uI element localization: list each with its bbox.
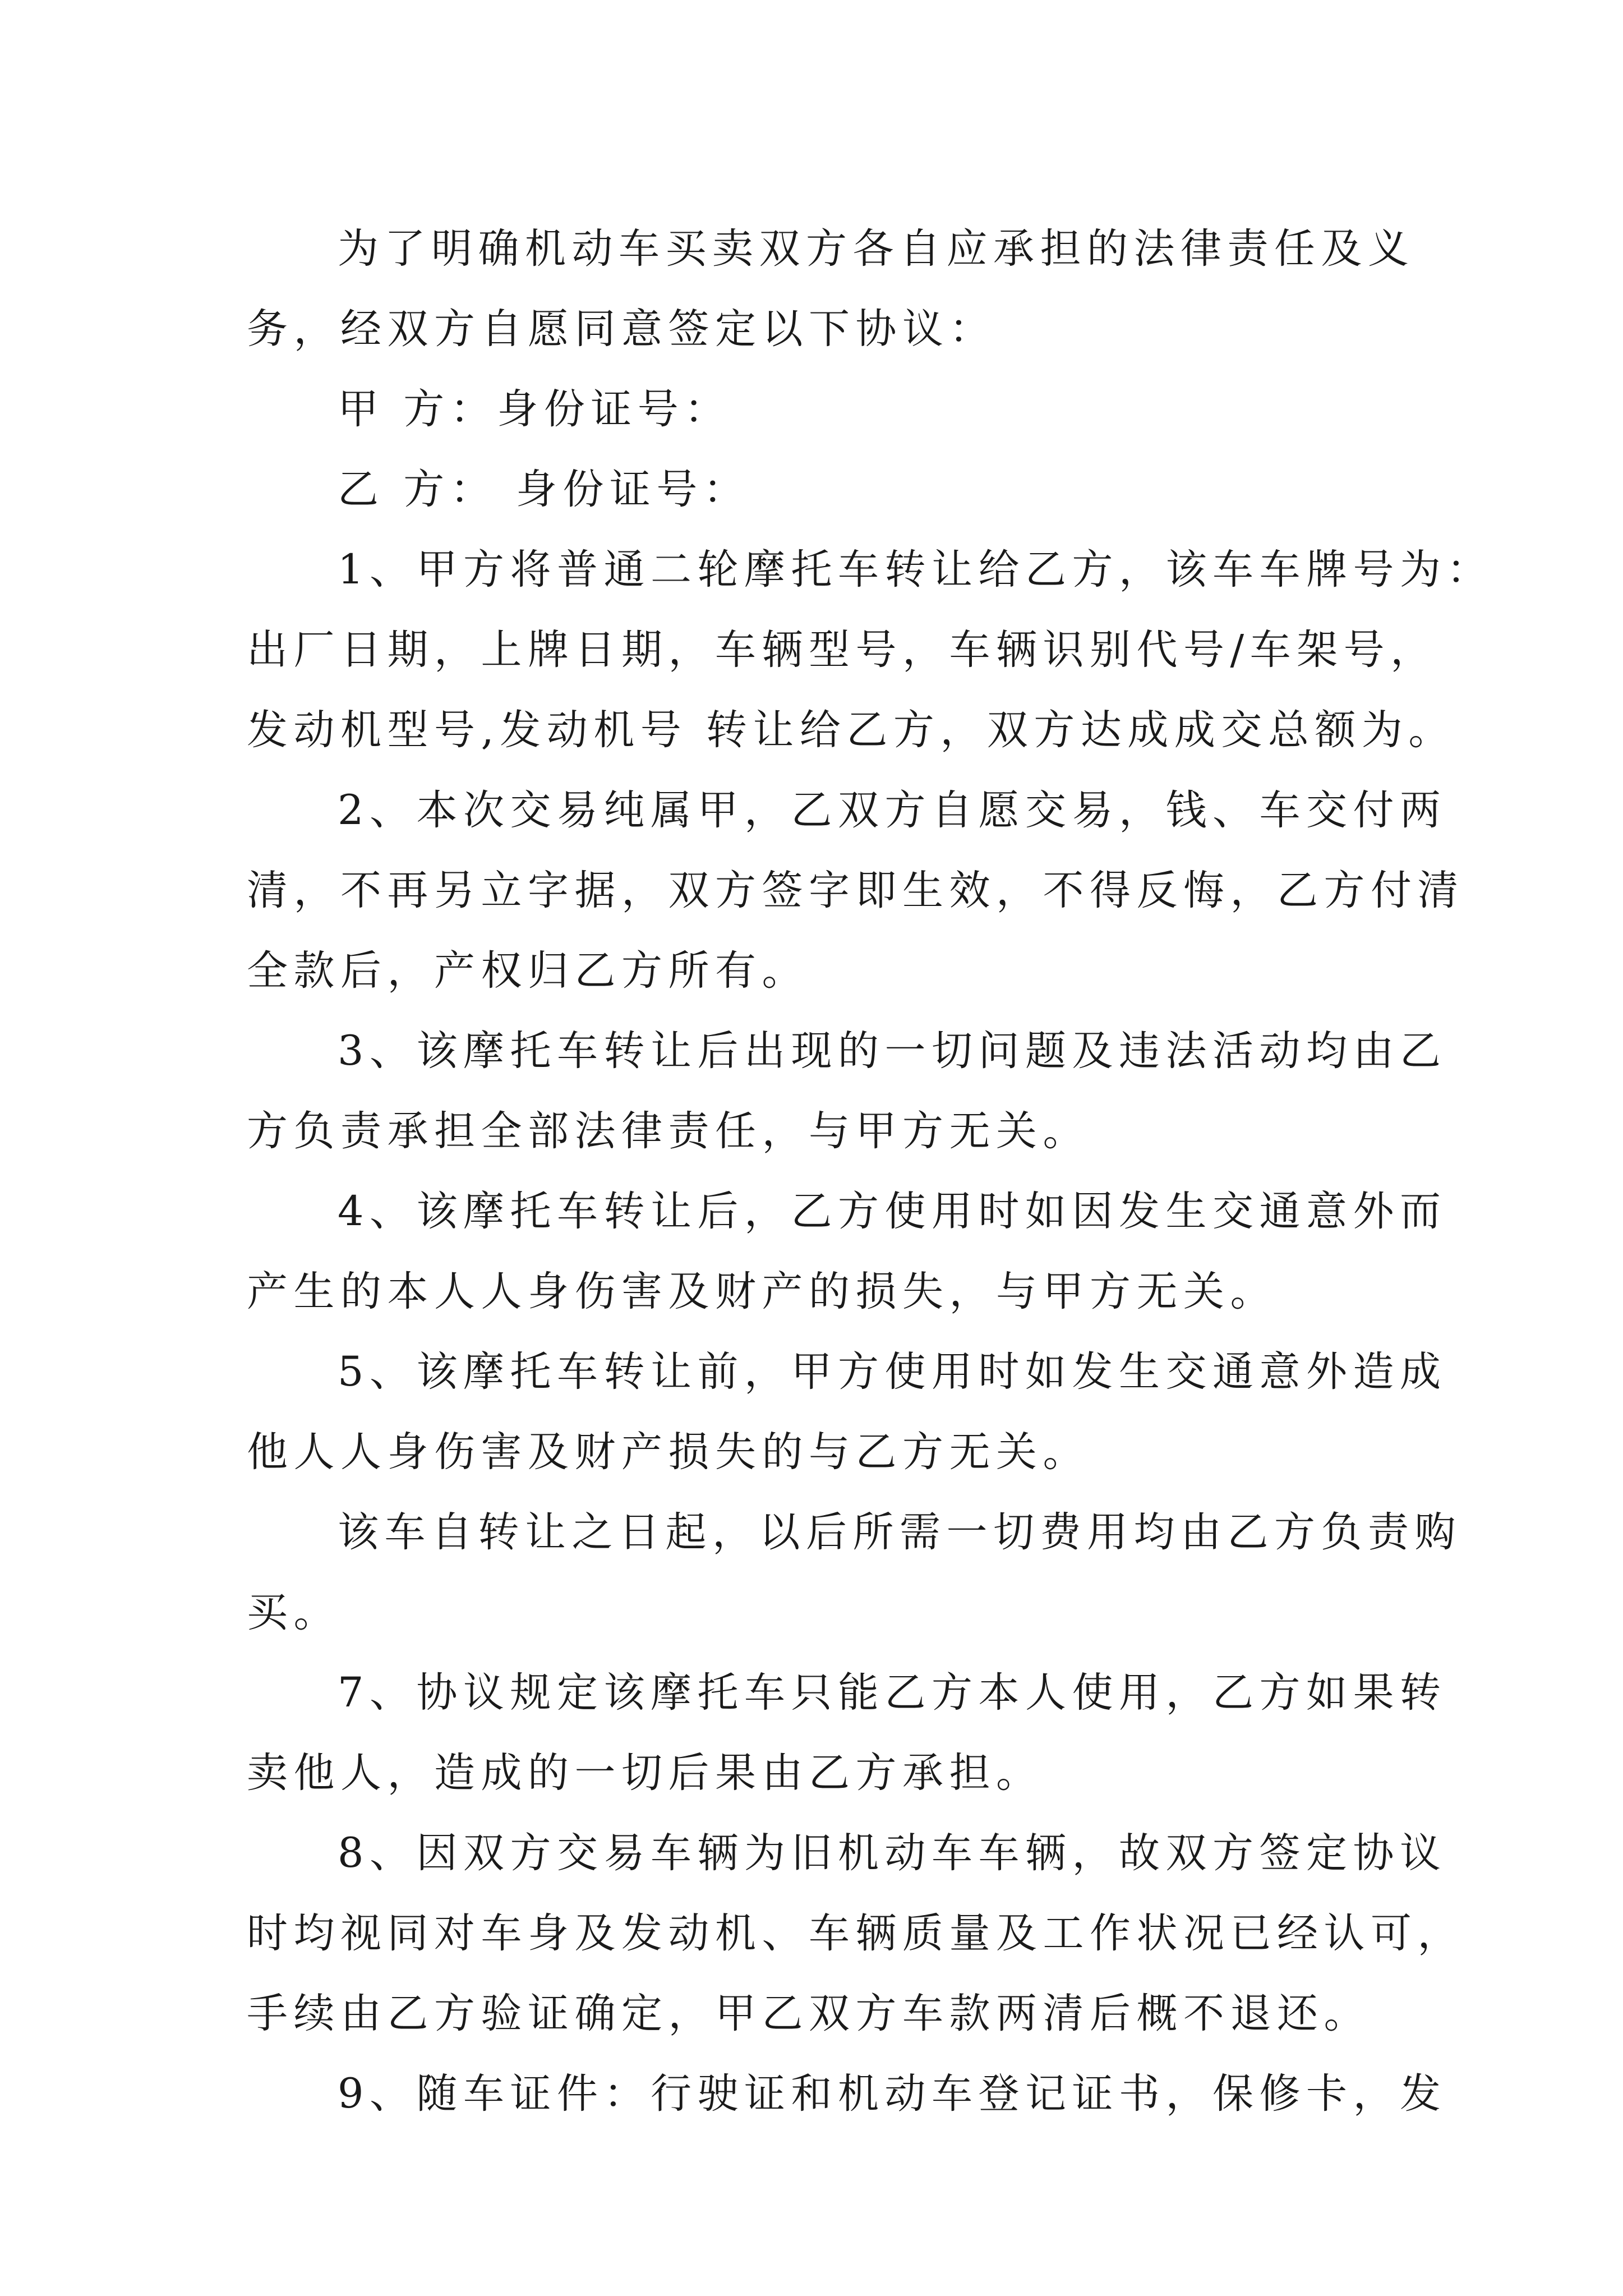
clause-3-line-1: 3、该摩托车转让后出现的一切问题及违法活动均由乙 <box>338 1027 1447 1075</box>
clause-4-line-1: 4、该摩托车转让后，乙方使用时如因发生交通意外而 <box>338 1188 1447 1235</box>
clause-3-line-2: 方负责承担全部法律责任，与甲方无关。 <box>247 1107 1090 1155</box>
clause-2-line-2: 清，不再另立字据，双方签字即生效，不得反悔，乙方付清 <box>247 867 1464 914</box>
clause-6-line-1: 该车自转让之日起，以后所需一切费用均由乙方负责购 <box>338 1508 1461 1556</box>
clause-1-line-3: 发动机型号,发动机号 转让给乙方，双方达成成交总额为。 <box>247 706 1455 754</box>
intro-line-1: 为了明确机动车买卖双方各自应承担的法律责任及义 <box>338 225 1415 273</box>
clause-2-line-1: 2、本次交易纯属甲，乙双方自愿交易，钱、车交付两 <box>338 786 1447 834</box>
clause-1-line-2: 出厂日期，上牌日期，车辆型号，车辆识别代号/车架号， <box>247 626 1437 674</box>
clause-5-line-2: 他人人身伤害及财产损失的与乙方无关。 <box>247 1428 1090 1476</box>
clause-5-line-1: 5、该摩托车转让前，甲方使用时如发生交通意外造成 <box>338 1348 1447 1396</box>
intro-line-2: 务，经双方自愿同意签定以下协议： <box>247 305 996 353</box>
party-a-line: 甲 方：身份证号： <box>338 385 731 433</box>
party-b-line: 乙 方： 身份证号： <box>338 466 750 513</box>
clause-1-line-1: 1、甲方将普通二轮摩托车转让给乙方，该车车牌号为： <box>338 546 1493 593</box>
clause-9-line-1: 9、随车证件：行驶证和机动车登记证书，保修卡，发 <box>338 2070 1447 2118</box>
clause-2-line-3: 全款后，产权归乙方所有。 <box>247 947 809 995</box>
clause-8-line-1: 8、因双方交易车辆为旧机动车车辆，故双方签定协议 <box>338 1829 1447 1877</box>
agreement-body <box>247 209 1493 2134</box>
clause-7-line-1: 7、协议规定该摩托车只能乙方本人使用，乙方如果转 <box>338 1669 1447 1717</box>
clause-7-line-2: 卖他人，造成的一切后果由乙方承担。 <box>247 1749 1043 1797</box>
clause-8-line-3: 手续由乙方验证确定，甲乙双方车款两清后概不退还。 <box>247 1990 1371 2037</box>
clause-8-line-2: 时均视同对车身及发动机、车辆质量及工作状况已经认可， <box>247 1910 1464 1957</box>
clause-6-line-2: 买。 <box>247 1589 340 1636</box>
clause-4-line-2: 产生的本人人身伤害及财产的损失，与甲方无关。 <box>247 1268 1277 1315</box>
